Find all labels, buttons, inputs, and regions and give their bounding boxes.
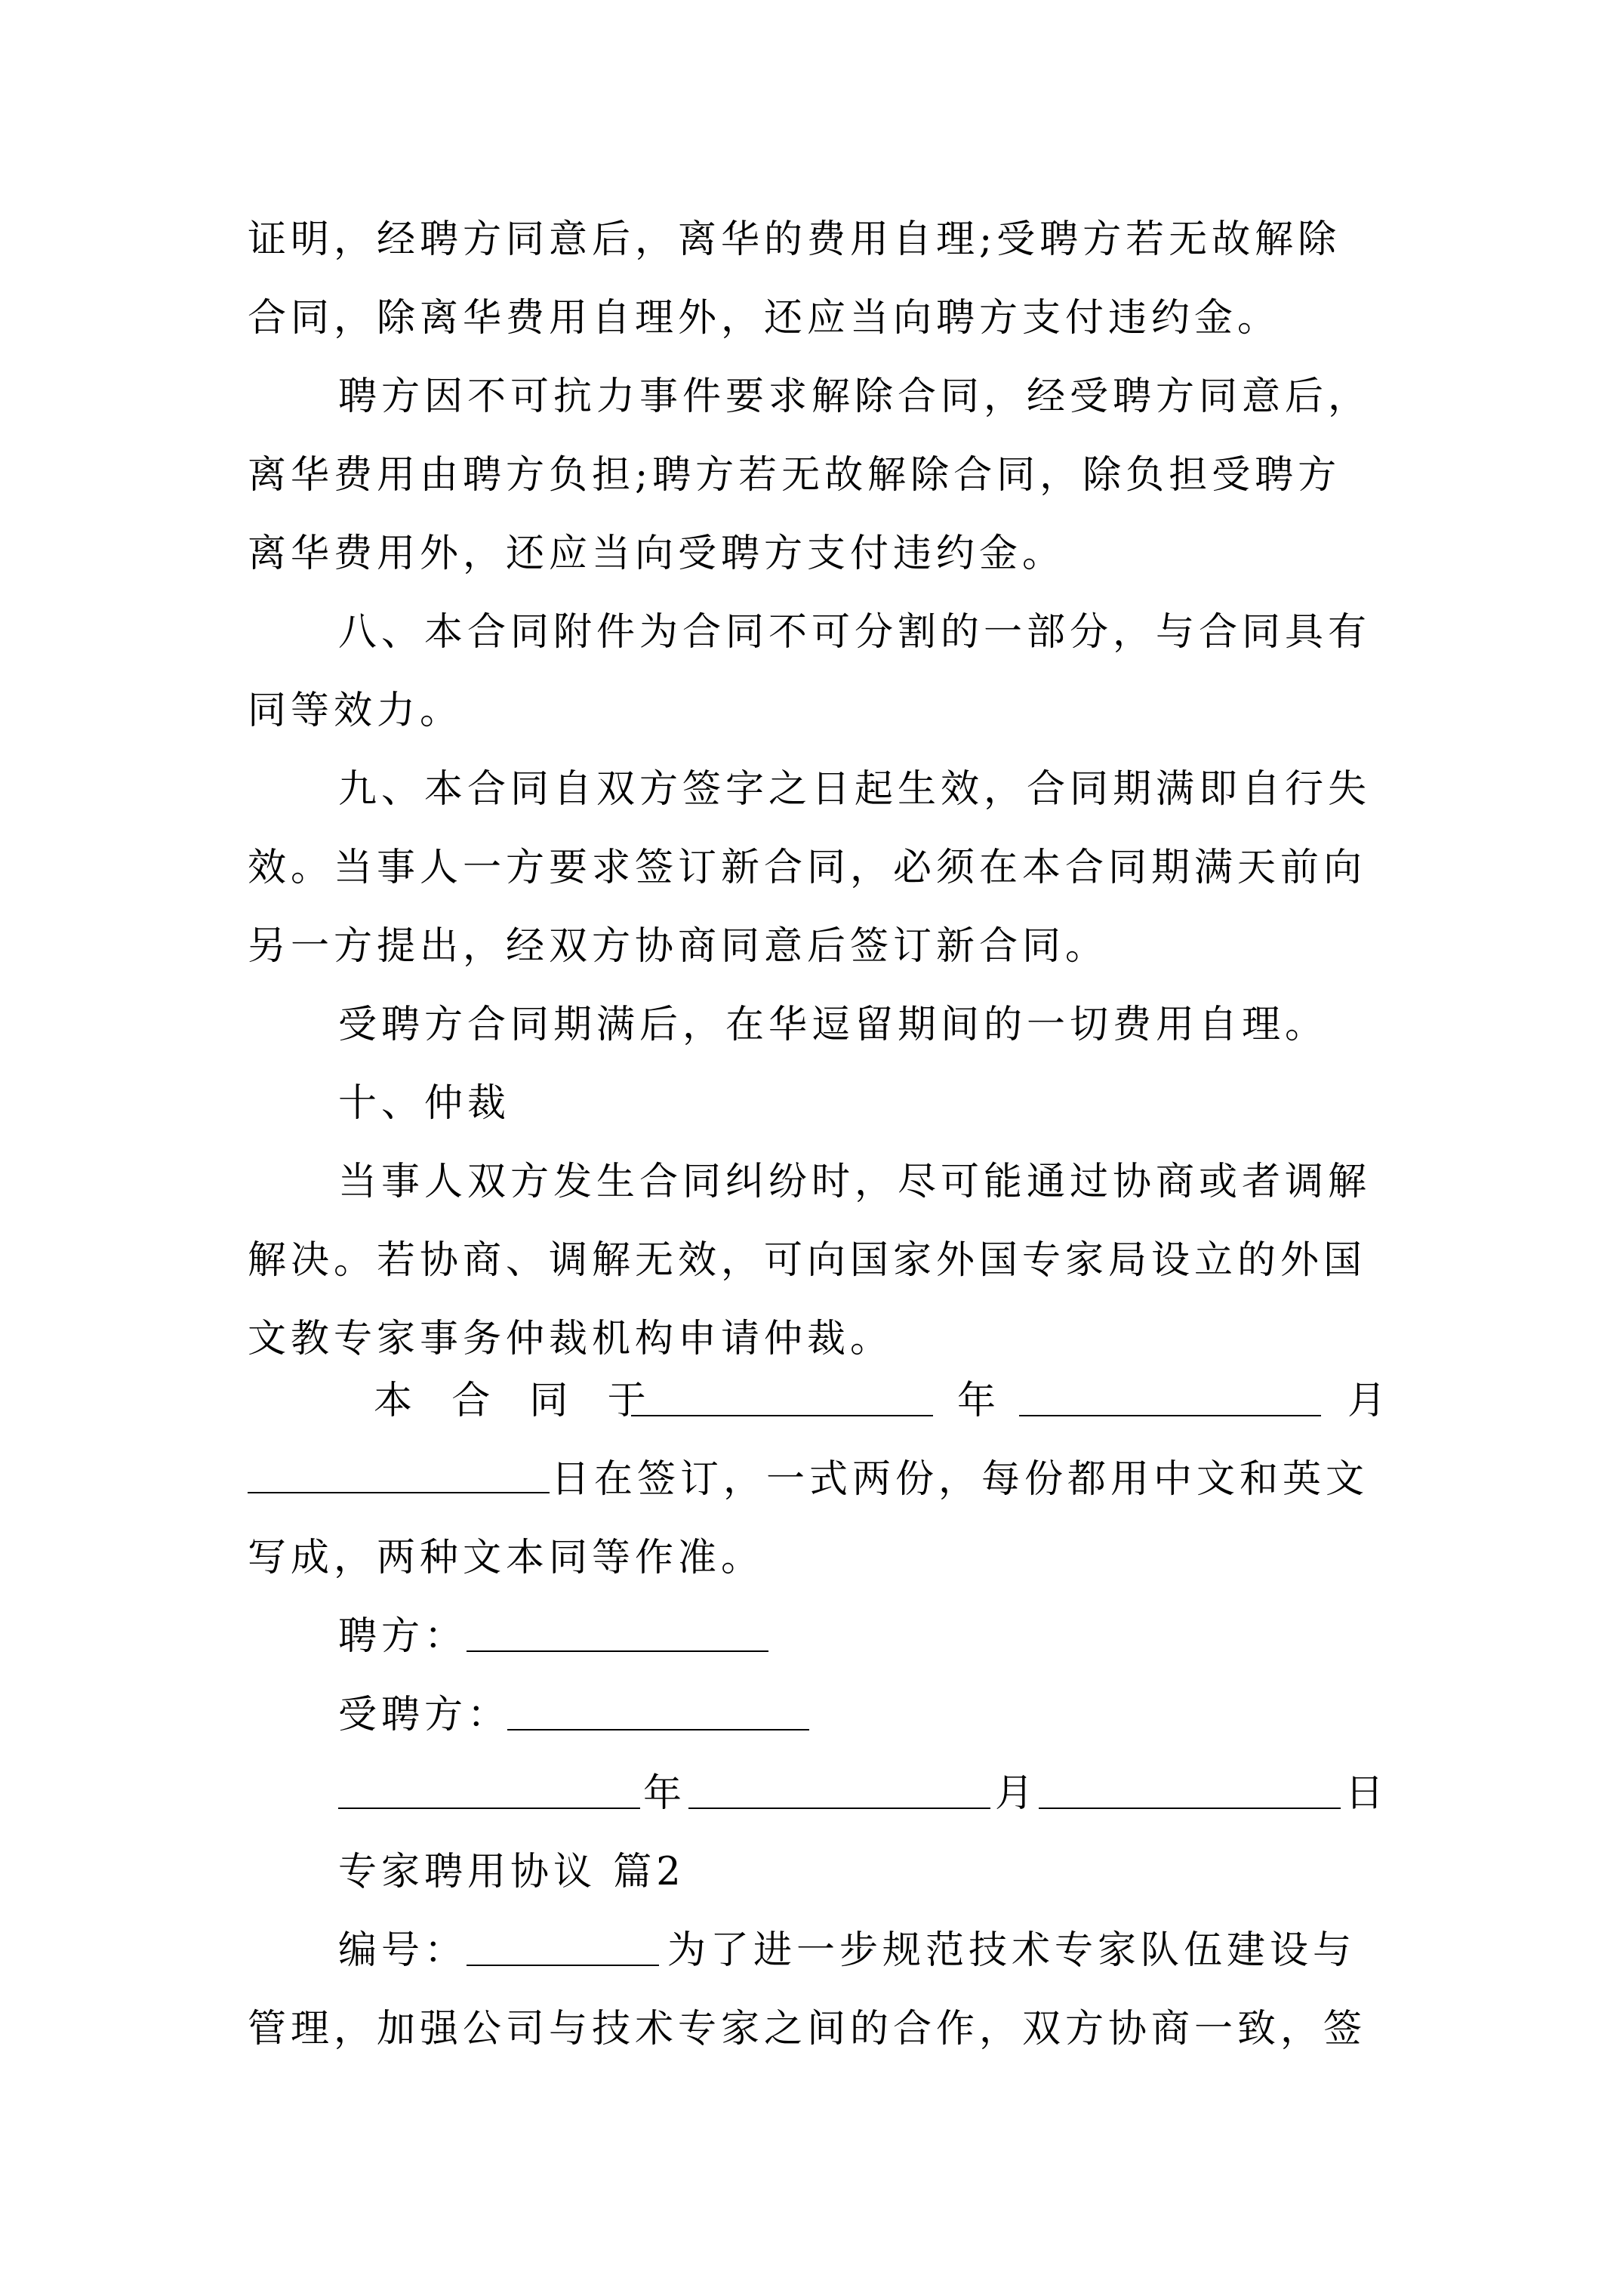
number-label: 编号： [338,1928,468,1973]
date-month-blank [688,1773,990,1820]
paragraph-line: 管理，加强公司与技术专家之间的合作，双方协商一致，签 [248,2007,1367,2051]
paragraph-line: 离华费用由聘方负担;聘方若无故解除合同，除负担受聘方 [248,453,1341,498]
signing-line-rest: 日在签订，一式两份，每份都用中文和英文 [551,1457,1369,1502]
number-blank [467,1930,659,1977]
paragraph-line: 当事人双方发生合同纠纷时，尽可能通过协商或者调解 [338,1160,1372,1204]
signing-month-blank [1019,1380,1321,1427]
paragraph-line: 聘方因不可抗力事件要求解除合同，经受聘方同意后， [338,374,1372,419]
signing-day-blank [248,1457,550,1504]
date-day-blank [1039,1773,1341,1820]
signing-year-blank [631,1380,933,1427]
section-heading: 十、仲裁 [338,1081,511,1126]
party-a-blank [467,1616,768,1663]
signing-prefix: 本 合 同 于 [374,1379,660,1423]
section-title: 专家聘用协议 篇2 [338,1850,685,1894]
paragraph-line: 九、本合同自双方签字之日起生效，合同期满即自行失 [338,767,1372,812]
paragraph-line: 另一方提出，经双方协商同意后签订新合同。 [248,924,1109,969]
date-year-blank [338,1773,640,1820]
paragraph-line: 受聘方合同期满后，在华逗留期间的一切费用自理。 [338,1003,1329,1047]
date-month-label: 月 [995,1771,1034,1816]
paragraph-line: 合同，除离华费用自理外，还应当向聘方支付违约金。 [248,296,1281,341]
paragraph-line: 八、本合同附件为合同不可分割的一部分，与合同具有 [338,610,1372,655]
paragraph-line: 证明，经聘方同意后，离华的费用自理;受聘方若无故解除 [248,217,1341,262]
date-year-label: 年 [643,1771,682,1816]
date-day-label: 日 [1345,1771,1384,1816]
signing-line-3: 写成，两种文本同等作准。 [248,1536,765,1580]
party-b-blank [507,1694,809,1741]
signing-month-label: 月 [1347,1379,1387,1423]
paragraph-line: 文教专家事务仲裁机构申请仲裁。 [248,1317,894,1361]
party-a-label: 聘方： [338,1614,468,1659]
paragraph-line: 解决。若协商、调解无效，可向国家外国专家局设立的外国 [248,1238,1367,1283]
signing-year-label: 年 [957,1379,996,1423]
paragraph-line: 效。当事人一方要求签订新合同，必须在本合同期满天前向 [248,846,1367,890]
number-line-rest: 为了进一步规范技术专家队伍建设与 [667,1928,1357,1973]
party-b-label: 受聘方： [338,1693,511,1737]
paragraph-line: 同等效力。 [248,689,463,733]
paragraph-line: 离华费用外，还应当向受聘方支付违约金。 [248,532,1066,576]
